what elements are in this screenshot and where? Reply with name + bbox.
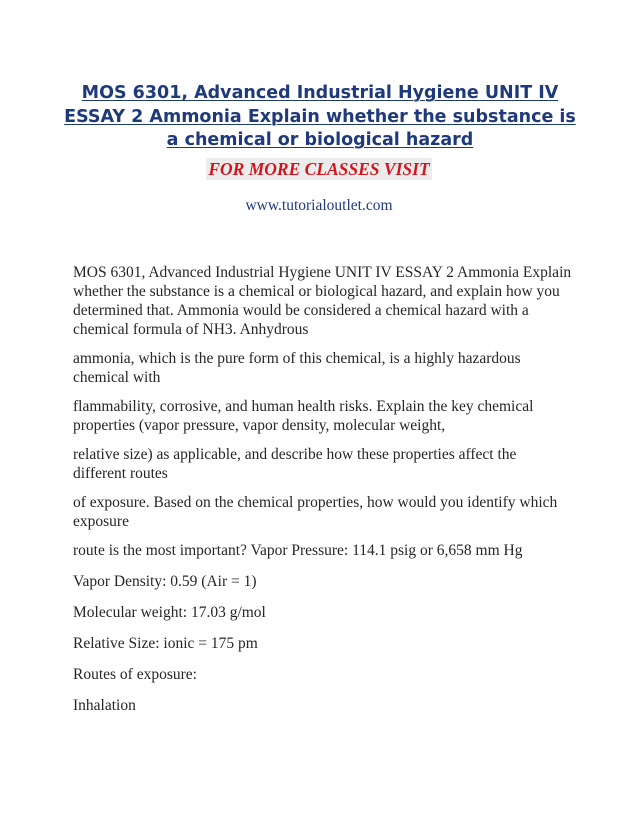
document-body bbox=[73, 263, 573, 727]
paragraph-ammonia: ammonia, which is the pure form of this chemical, is a highly hazardous chemical with bbox=[73, 350, 521, 386]
paragraph-exposure: of exposure. Based on the chemical properties, how would you identify which exposure bbox=[73, 494, 558, 530]
paragraph-vapor-density: Vapor Density: 0.59 (Air = 1) bbox=[73, 573, 257, 590]
paragraph-inhalation: Inhalation bbox=[73, 697, 136, 714]
paragraph-molecular-weight: Molecular weight: 17.03 g/mol bbox=[73, 604, 266, 621]
promo-banner bbox=[0, 158, 638, 180]
paragraph-relative-size: relative size) as applicable, and describe how these properties affect the different routes bbox=[73, 446, 517, 482]
website-link[interactable]: www.tutorialoutlet.com bbox=[245, 197, 393, 214]
paragraph-intro: MOS 6301, Advanced Industrial Hygiene UNIT IV ESSAY 2 Ammonia Explain whether the substance is a chemical or biological hazard, and explain how you determined that. Ammonia would be considered a chemical hazard with a chemical formula of NH3. Anhydrous bbox=[73, 264, 572, 338]
paragraph-routes-heading: Routes of exposure: bbox=[73, 666, 197, 683]
paragraph-vapor-pressure: route is the most important? Vapor Pressure: 114.1 psig or 6,658 mm Hg bbox=[73, 542, 523, 559]
document-title: MOS 6301, Advanced Industrial Hygiene UNIT IV ESSAY 2 Ammonia Explain whether the substance is a chemical or biological hazard bbox=[64, 83, 576, 150]
promo-text: FOR MORE CLASSES VISIT bbox=[208, 159, 430, 179]
paragraph-relative-size-value: Relative Size: ionic = 175 pm bbox=[73, 635, 258, 652]
paragraph-flammability: flammability, corrosive, and human health risks. Explain the key chemical properties (vapor pressure, vapor density, molecular weight, bbox=[73, 398, 534, 434]
